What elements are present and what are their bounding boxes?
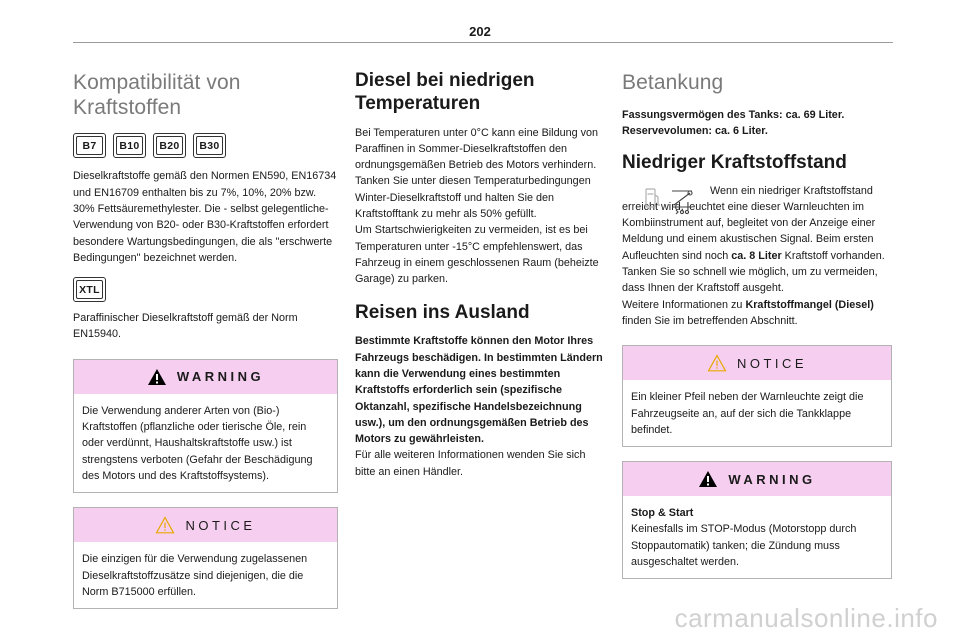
notice-text: Die einzigen für die Verwendung zugelassenen Dieselkraftstoffzusätze sind diejenigen, die die Norm B715000 erfüllen.	[82, 553, 308, 598]
warning-title: WARNING	[176, 369, 265, 385]
badge-b7: B7	[73, 133, 106, 158]
notice-title: NOTICE	[736, 355, 808, 371]
travel-bold-text: Bestimmte Kraftstoffe können den Motor Ihres Fahrzeugs beschädigen. In bestimmten Ländern kann die Verwendung eines bestimmten Kraftstoffs erforderlich sein (spezifische Oktanzahl, spezifische Handelsbezeichnung usw.), um den ordnungsgemäßen Betrieb des Motors zu gewährleisten.	[355, 335, 603, 446]
notice-triangle-icon	[155, 516, 175, 534]
xtl-text: Paraffinischer Dieselkraftstoff gemäß der Norm EN15940.	[73, 312, 298, 341]
notice-header-2	[623, 346, 891, 380]
notice-title: NOTICE	[185, 517, 256, 533]
column-diesel	[355, 70, 605, 480]
warning-header	[74, 360, 337, 394]
heading-compatibility: Kompatibilität von Kraftstoffen	[73, 71, 241, 120]
column-compatibility	[73, 70, 338, 609]
warning-text: Die Verwendung anderer Arten von (Bio-) Kraftstoffen (pflanzliche oder tierische Öle, rein oder verdünnt, Haushaltskraftstoffe usw.) ist strengstens verboten (Gefahr der Beschädigung des Motors und des Kraftstoffsystems).	[82, 404, 313, 482]
heading-refuelling: Betankung	[622, 71, 724, 94]
badge-b10: B10	[113, 133, 146, 158]
warning-triangle-icon	[698, 470, 718, 488]
low-temp-text: Bei Temperaturen unter 0°C kann eine Bildung von Paraffinen in Sommer-Dieselkraftstoffen den ordnungsgemäßen Betrieb des Motors verhindern. Tanken Sie unter diesen Temperaturbedingungen Winter-Dieselkraftstoff und halten Sie den Kraftstofftank zu mehr als 50% gefüllt.	[355, 126, 599, 221]
watermark: carmanualsonline.info	[674, 603, 938, 633]
xtl-badges	[73, 277, 338, 302]
warning-box-fuels	[73, 359, 338, 493]
notice-box-additives	[73, 507, 338, 609]
low-fuel-section	[622, 183, 892, 264]
fuel-badges	[73, 133, 338, 158]
fuel-warning-lamps-icon	[642, 183, 722, 215]
badge-b30: B30	[193, 133, 226, 158]
tank-capacity: Fassungsvermögen des Tanks: ca. 69 Liter.	[622, 109, 845, 122]
badge-xtl: XTL	[73, 277, 106, 302]
stop-start-title: Stop & Start	[631, 507, 694, 520]
page-number: 202	[469, 24, 491, 39]
top-rule	[73, 42, 893, 43]
column-refuelling	[622, 70, 892, 579]
stop-start-text: Keinesfalls im STOP-Modus (Motorstopp durch Stoppautomatik) tanken; die Zündung muss ausgeschaltet werden.	[631, 523, 857, 569]
low-fuel-text: Wenn ein niedriger Kraftstoffstand erreicht wird, leuchtet eine dieser Warnleuchten im Kombiinstrument auf, begleitet von der Anzeige einer Meldung und einem akustischen Signal. Beim ersten Aufleuchten sind noch ca. 8 Liter Kraftstoff vorhanden.	[622, 184, 885, 262]
warning-title: WARNING	[728, 471, 816, 487]
reserve-volume: Reservevolumen: ca. 6 Liter.	[622, 125, 768, 138]
diesel-norms-text: Dieselkraftstoffe gemäß den Normen EN590, EN16734 und EN16709 enthalten bis zu 7%, 10%, 20% bzw. 30% Fettsäuremethylester. Die - selbst gelegentliche- Verwendung von B20- oder B30-Kraftstoffen erfordert besondere Wartungsbedingungen, die als "erschwerte Bedingungen" bezeichnet werden.	[73, 170, 337, 264]
badge-b20: B20	[153, 133, 186, 158]
notice-triangle-icon	[707, 354, 727, 372]
warning-header-2	[623, 462, 891, 496]
travel-dealer-text: Für alle weiteren Informationen wenden Sie sich bitte an einen Händler.	[355, 449, 586, 478]
heading-travel-abroad: Reisen ins Ausland	[355, 301, 530, 323]
notice-box-arrow	[622, 345, 892, 447]
warning-triangle-icon	[147, 368, 167, 386]
heading-diesel-low-temp: Diesel bei niedrigen Temperaturen	[355, 70, 535, 114]
warning-box-stop-start	[622, 461, 892, 579]
more-info-text: Weitere Informationen zu Kraftstoffmangel (Diesel) finden Sie im betreffenden Abschnitt.	[622, 298, 874, 327]
start-difficulty-text: Um Startschwierigkeiten zu vermeiden, ist es bei Temperaturen unter -15°C empfehlenswert, das Fahrzeug in einem geschlossenen Raum (beheizte Garage) zu parken.	[355, 224, 599, 286]
refuel-fast-text: Tanken Sie so schnell wie möglich, um zu vermeiden, dass Ihnen der Kraftstoff ausgeht.	[622, 266, 878, 295]
heading-low-fuel: Niedriger Kraftstoffstand	[622, 151, 847, 173]
notice-header	[74, 508, 337, 542]
notice-arrow-text: Ein kleiner Pfeil neben der Warnleuchte zeigt die Fahrzeugseite an, auf der sich die Tankklappe befindet.	[631, 391, 864, 436]
